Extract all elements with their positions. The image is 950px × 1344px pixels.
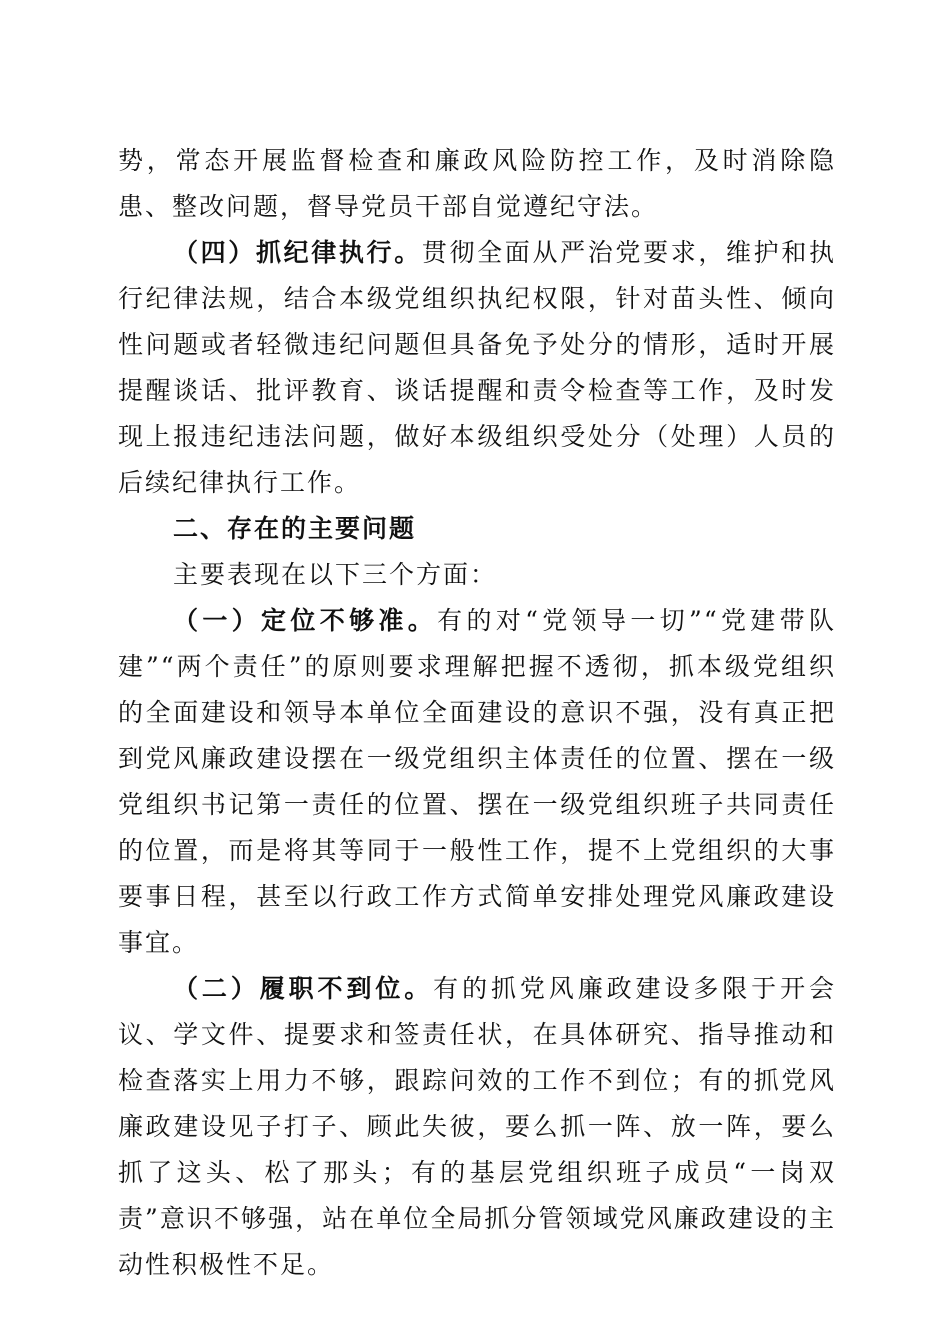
paragraph-lead: （四）抓纪律执行。	[173, 238, 422, 267]
section-intro: 主要表现在以下三个方面：	[173, 560, 498, 589]
paragraph-lead: （二）履职不到位。	[173, 974, 434, 1003]
paragraph-continued: 势，常态开展监督检查和廉政风险防控工作，及时消除隐患、整改问题，督导党员干部自觉遵纪守法。	[118, 146, 836, 221]
paragraph-body: 有的抓党风廉政建设多限于开会议、学文件、提要求和签责任状，在具体研究、指导推动和检查落实上用力不够，跟踪问效的工作不到位；有的抓党风廉政建设见子打子、顾此失彼，要么抓一阵、放一阵，要么抓了这头、松了那头；有的基层党组织班子成员“一岗双责”意识不够强，站在单位全局抓分管领域党风廉政建设的主动性积极性不足。	[118, 974, 836, 1279]
paragraph-body: 贯彻全面从严治党要求，维护和执行纪律法规，结合本级党组织执纪权限，针对苗头性、倾向性问题或者轻微违纪问题但具备免予处分的情形，适时开展提醒谈话、批评教育、谈话提醒和责令检查等工作，及时发现上报违纪违法问题，做好本级组织受处分（处理）人员的后续纪律执行工作。	[118, 238, 836, 497]
document-page	[118, 138, 836, 1288]
paragraph-discipline-enforcement	[118, 230, 836, 506]
paragraph-body: 有的对“党领导一切”“党建带队建”“两个责任”的原则要求理解把握不透彻，抓本级党组织的全面建设和领导本单位全面建设的意识不强，没有真正把到党风廉政建设摆在一级党组织主体责任的位置、摆在一级党组织书记第一责任的位置、摆在一级党组织班子共同责任的位置，而是将其等同于一般性工作，提不上党组织的大事要事日程，甚至以行政工作方式简单安排处理党风廉政建设事宜。	[118, 606, 836, 957]
paragraph-duty-performance	[118, 966, 836, 1288]
paragraph-positioning	[118, 598, 836, 966]
paragraph-lead: （一）定位不够准。	[173, 606, 438, 635]
section-heading: 二、存在的主要问题	[173, 514, 417, 543]
